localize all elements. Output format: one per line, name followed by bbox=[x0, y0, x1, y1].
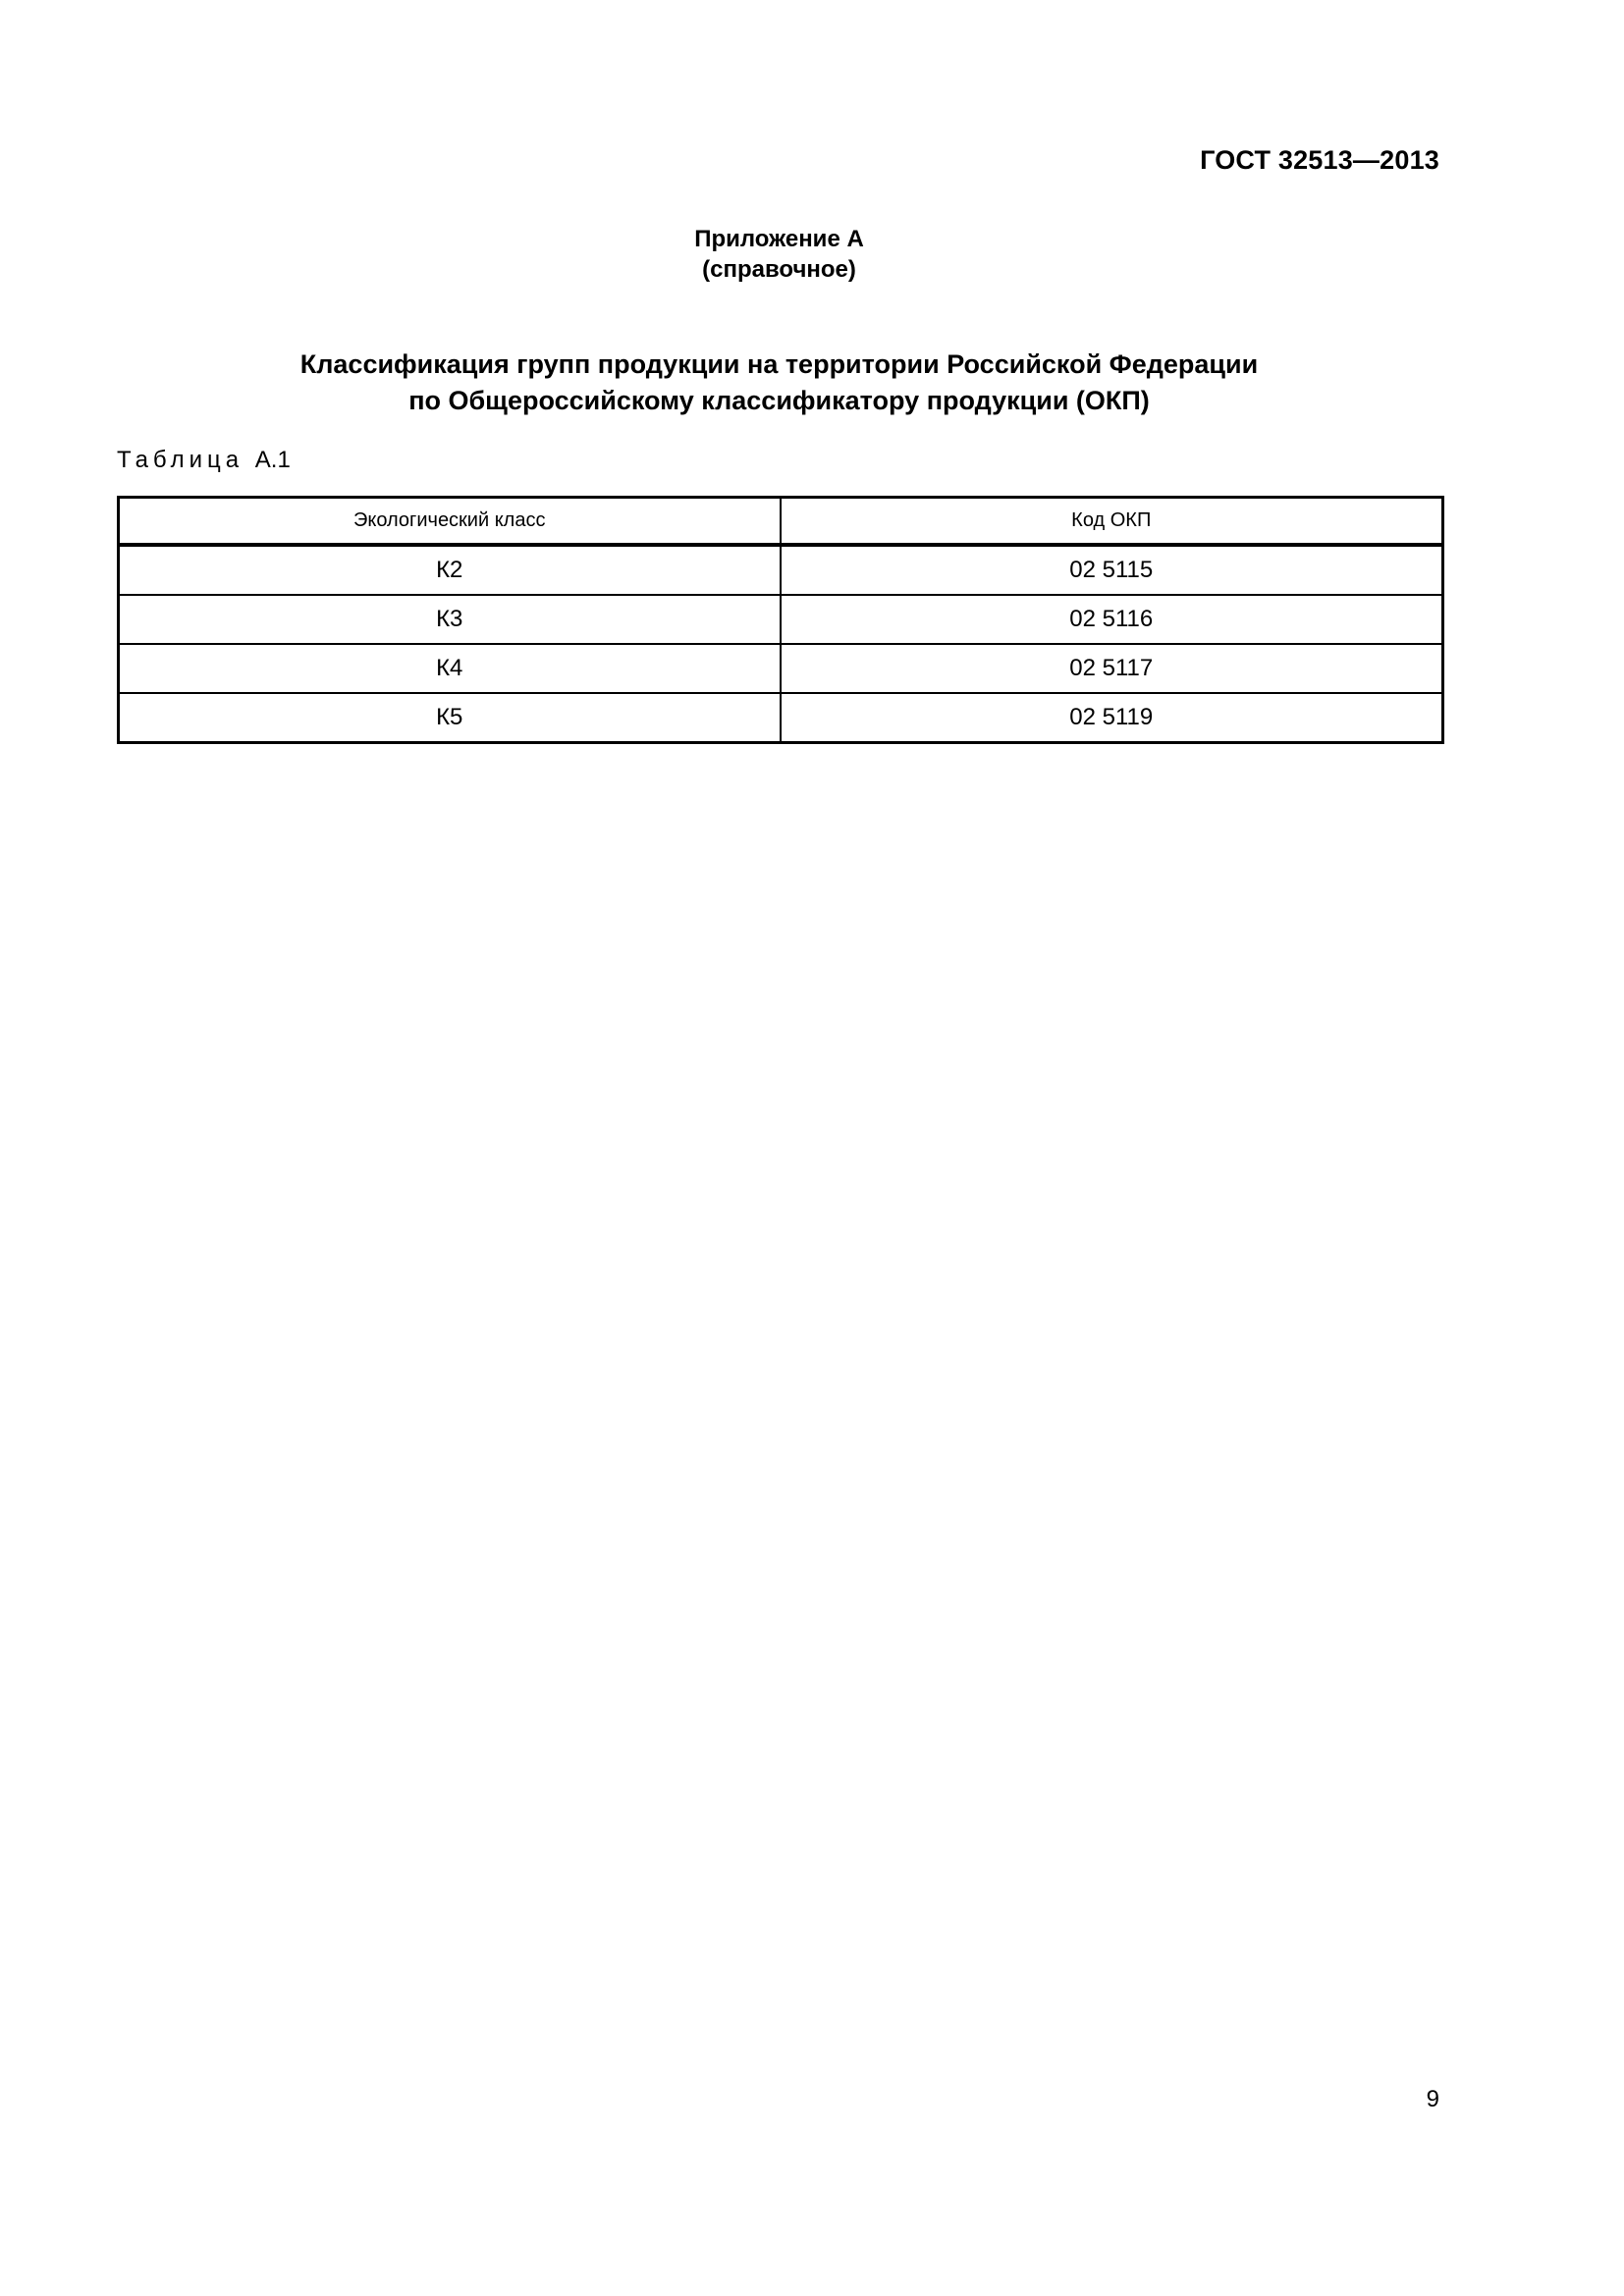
cell-okp-code: 02 5119 bbox=[781, 693, 1443, 743]
appendix-title: Приложение А bbox=[694, 226, 864, 252]
cell-eco-class: К2 bbox=[119, 545, 781, 595]
appendix-heading bbox=[0, 224, 1558, 285]
standard-code: ГОСТ 32513—2013 bbox=[1200, 145, 1439, 175]
table-caption-word: Таблица bbox=[117, 447, 244, 473]
table-caption-number: А.1 bbox=[254, 447, 291, 473]
cell-eco-class: К3 bbox=[119, 595, 781, 644]
column-header-okp-code: Код ОКП bbox=[781, 498, 1443, 546]
page-number: 9 bbox=[1426, 2086, 1439, 2112]
table-header-row bbox=[119, 498, 1443, 546]
table-caption bbox=[117, 447, 291, 474]
section-title-line2: по Общероссийскому классификатору продукции (ОКП) bbox=[408, 386, 1150, 415]
section-title-line1: Классификация групп продукции на территории Российской Федерации bbox=[299, 349, 1259, 379]
classification-table bbox=[117, 496, 1444, 744]
appendix-subtitle: (справочное) bbox=[702, 256, 856, 283]
cell-eco-class: К4 bbox=[119, 644, 781, 693]
table-row bbox=[119, 644, 1443, 693]
cell-okp-code: 02 5115 bbox=[781, 545, 1443, 595]
cell-okp-code: 02 5116 bbox=[781, 595, 1443, 644]
column-header-eco-class: Экологический класс bbox=[119, 498, 781, 546]
cell-okp-code: 02 5117 bbox=[781, 644, 1443, 693]
table-row bbox=[119, 693, 1443, 743]
table-row bbox=[119, 595, 1443, 644]
table-row bbox=[119, 545, 1443, 595]
section-heading bbox=[0, 347, 1558, 419]
cell-eco-class: К5 bbox=[119, 693, 781, 743]
